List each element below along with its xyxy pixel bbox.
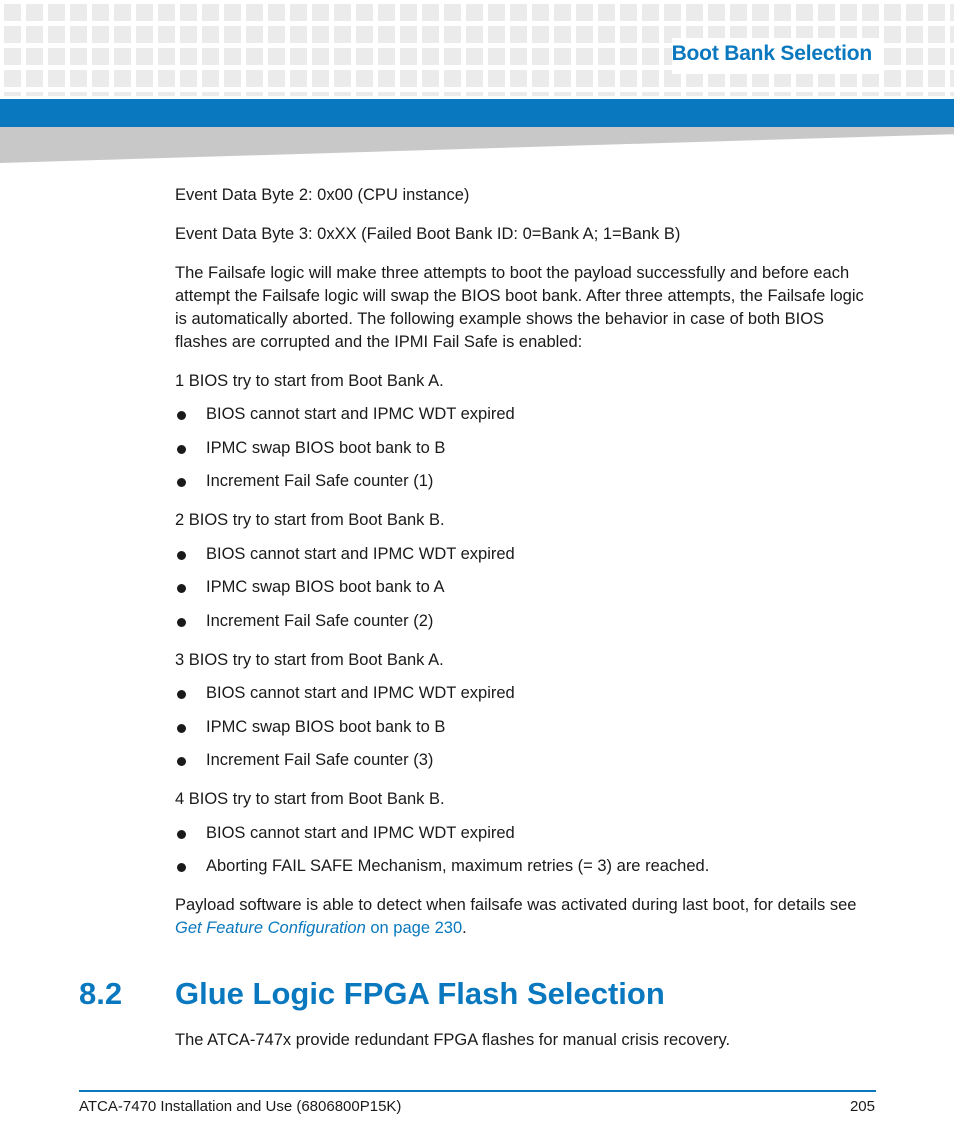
header-pattern-cell (48, 70, 65, 87)
header-pattern-cell (664, 4, 681, 21)
header-pattern-cell (422, 70, 439, 87)
header-pattern-cell (928, 26, 945, 43)
header-pattern-cell (620, 70, 637, 87)
header-pattern-cell (950, 26, 954, 43)
header-pattern-cell (774, 4, 791, 21)
header-pattern-cell (92, 26, 109, 43)
header-pattern-cell (554, 4, 571, 21)
header-pattern-cell (378, 70, 395, 87)
header-pattern-cell (906, 48, 923, 65)
header-pattern-cell (136, 4, 153, 21)
bullet-icon (177, 445, 186, 454)
header-pattern-cell (92, 92, 109, 96)
payload-line: Payload software is able to detect when failsafe was activated during last boot, for details see (175, 896, 857, 914)
header-pattern-cell (488, 48, 505, 65)
header-pattern-cell (312, 4, 329, 21)
header-pattern-cell (224, 4, 241, 21)
header-pattern-cell (950, 92, 954, 96)
header-pattern-cell (422, 92, 439, 96)
header-pattern-cell (906, 70, 923, 87)
header-pattern-cell (884, 92, 901, 96)
header-pattern-cell (48, 26, 65, 43)
list-item-text: IPMC swap BIOS boot bank to B (206, 439, 446, 457)
header-pattern-cell (378, 48, 395, 65)
header-pattern-cell (180, 4, 197, 21)
header-pattern-cell (400, 70, 417, 87)
header-pattern-cell (158, 70, 175, 87)
footer-page-number: 205 (849, 1098, 875, 1115)
header-pattern-cell (202, 26, 219, 43)
header-pattern-cell (818, 4, 835, 21)
header-pattern-cell (136, 70, 153, 87)
list-item-text: BIOS cannot start and IPMC WDT expired (206, 824, 515, 842)
header-pattern-cell (488, 70, 505, 87)
footer-doc-title: ATCA-7470 Installation and Use (6806800P15K) (79, 1098, 402, 1115)
section-number: 8.2 (79, 976, 123, 1011)
header-pattern-cell (532, 26, 549, 43)
header-pattern-cell (356, 92, 373, 96)
payload-reference (175, 917, 875, 940)
header-pattern-cell (290, 92, 307, 96)
header-pattern-cell (158, 26, 175, 43)
header-pattern-cell (48, 4, 65, 21)
header-pattern-cell (202, 92, 219, 96)
header-pattern-cell (4, 92, 21, 96)
bullet-icon (177, 724, 186, 733)
header-pattern-cell (444, 4, 461, 21)
header-pattern-cell (796, 4, 813, 21)
header-pattern-cell (730, 4, 747, 21)
header-pattern-cell (840, 4, 857, 21)
header-pattern-cell (554, 92, 571, 96)
header-pattern-cell (598, 4, 615, 21)
header-pattern-cell (532, 70, 549, 87)
header-pattern-cell (686, 4, 703, 21)
header-pattern-cell (884, 48, 901, 65)
header-pattern-cell (510, 4, 527, 21)
header-pattern-cell (4, 26, 21, 43)
header-pattern-cell (444, 70, 461, 87)
header-pattern-cell (312, 70, 329, 87)
header-pattern-cell (202, 4, 219, 21)
header-pattern-cell (114, 26, 131, 43)
header-pattern-cell (356, 70, 373, 87)
header-pattern-cell (928, 4, 945, 21)
header-pattern-cell (334, 48, 351, 65)
header-pattern-cell (180, 48, 197, 65)
section-intro: The ATCA-747x provide redundant FPGA flashes for manual crisis recovery. (175, 1031, 731, 1049)
step-heading: 2 BIOS try to start from Boot Bank B. (175, 511, 445, 529)
header-pattern-cell (730, 92, 747, 96)
header-pattern-cell (862, 4, 879, 21)
cross-reference-link[interactable]: Get Feature Configuration (175, 919, 366, 937)
list-item-text: Increment Fail Safe counter (2) (206, 612, 434, 630)
step-heading: 1 BIOS try to start from Boot Bank A. (175, 372, 444, 390)
header-pattern-cell (180, 70, 197, 87)
header-pattern-cell (48, 92, 65, 96)
failsafe-line: The Failsafe logic will make three attempts to boot the payload successfully and before each (175, 264, 850, 282)
header-pattern-cell (356, 4, 373, 21)
bullet-icon (177, 551, 186, 560)
list-item-text: Increment Fail Safe counter (3) (206, 751, 434, 769)
step-heading: 3 BIOS try to start from Boot Bank A. (175, 651, 444, 669)
header-pattern-cell (576, 70, 593, 87)
bullet-icon (177, 863, 186, 872)
header-pattern-cell (708, 4, 725, 21)
header-pattern-cell (290, 4, 307, 21)
header-pattern-cell (202, 70, 219, 87)
header-pattern-cell (70, 4, 87, 21)
header-pattern-cell (598, 26, 615, 43)
header-pattern-cell (26, 92, 43, 96)
header-pattern-cell (356, 48, 373, 65)
header-pattern-cell (532, 4, 549, 21)
header-pattern-cell (92, 70, 109, 87)
header-pattern-cell (818, 92, 835, 96)
header-pattern-cell (92, 4, 109, 21)
header-pattern-cell (246, 92, 263, 96)
header-pattern-cell (290, 48, 307, 65)
header-pattern-cell (4, 70, 21, 87)
header-pattern-cell (70, 48, 87, 65)
header-pattern-cell (488, 4, 505, 21)
header-pattern-cell (400, 92, 417, 96)
bullet-icon (177, 478, 186, 487)
header-pattern-cell (334, 26, 351, 43)
header-pattern-cell (312, 48, 329, 65)
header-pattern-cell (532, 48, 549, 65)
header-pattern-cell (268, 4, 285, 21)
header-pattern-cell (158, 4, 175, 21)
header-pattern-cell (158, 92, 175, 96)
header-pattern-cell (158, 48, 175, 65)
header-blue-band (0, 99, 954, 127)
header-pattern-cell (576, 48, 593, 65)
header-pattern-cell (444, 48, 461, 65)
header-pattern-cell (620, 26, 637, 43)
header-pattern-cell (598, 92, 615, 96)
header-pattern-cell (268, 92, 285, 96)
header-pattern-cell (180, 26, 197, 43)
list-item-text: Increment Fail Safe counter (1) (206, 472, 434, 490)
header-pattern-cell (928, 70, 945, 87)
list-item-text: BIOS cannot start and IPMC WDT expired (206, 684, 515, 702)
header-pattern-cell (422, 26, 439, 43)
event-byte-2: Event Data Byte 2: 0x00 (CPU instance) (175, 186, 470, 204)
header-pattern-cell (752, 4, 769, 21)
header-pattern-cell (224, 70, 241, 87)
header-pattern-cell (136, 26, 153, 43)
header-gray-wedge (0, 127, 954, 163)
header-pattern-cell (114, 4, 131, 21)
bullet-icon (177, 830, 186, 839)
header-pattern-cell (664, 92, 681, 96)
header-pattern-cell (246, 70, 263, 87)
header-pattern-cell (510, 48, 527, 65)
header-pattern-cell (950, 70, 954, 87)
header-pattern-cell (620, 4, 637, 21)
header-pattern-cell (290, 70, 307, 87)
header-pattern-cell (378, 92, 395, 96)
header-pattern-cell (554, 70, 571, 87)
header-pattern-cell (422, 48, 439, 65)
header-pattern-cell (598, 70, 615, 87)
header-pattern-cell (400, 48, 417, 65)
header-pattern-cell (378, 26, 395, 43)
sentence-period: . (462, 919, 467, 937)
header-pattern-cell (510, 26, 527, 43)
header-pattern-cell (312, 26, 329, 43)
header-pattern-cell (642, 92, 659, 96)
header-pattern-cell (444, 26, 461, 43)
header-pattern-cell (642, 48, 659, 65)
header-pattern-cell (554, 48, 571, 65)
header-pattern-cell (466, 26, 483, 43)
header-pattern-cell (290, 26, 307, 43)
header-pattern-cell (532, 92, 549, 96)
header-pattern-cell (224, 26, 241, 43)
header-pattern-cell (26, 70, 43, 87)
header-pattern-cell (906, 92, 923, 96)
header-pattern-cell (906, 4, 923, 21)
header-pattern-cell (268, 48, 285, 65)
header-pattern-cell (70, 26, 87, 43)
header-pattern-cell (928, 92, 945, 96)
page-reference-link[interactable]: on page 230 (365, 919, 463, 937)
header-pattern-cell (796, 92, 813, 96)
header-pattern-cell (510, 70, 527, 87)
header-pattern-cell (620, 92, 637, 96)
header-pattern-cell (642, 4, 659, 21)
header-pattern-cell (466, 48, 483, 65)
header-pattern-cell (48, 48, 65, 65)
header-pattern-cell (466, 4, 483, 21)
list-item-text: IPMC swap BIOS boot bank to B (206, 718, 446, 736)
header-pattern-cell (950, 48, 954, 65)
header-pattern-cell (774, 92, 791, 96)
footer-divider (79, 1090, 876, 1092)
list-item-text: BIOS cannot start and IPMC WDT expired (206, 405, 515, 423)
header-pattern-cell (26, 4, 43, 21)
header-pattern-cell (422, 4, 439, 21)
header-pattern-cell (4, 48, 21, 65)
header-pattern-cell (70, 92, 87, 96)
header-pattern-cell (70, 70, 87, 87)
header-pattern-cell (950, 4, 954, 21)
header-pattern-cell (752, 92, 769, 96)
header-pattern-cell (334, 70, 351, 87)
bullet-icon (177, 690, 186, 699)
list-item-text: BIOS cannot start and IPMC WDT expired (206, 545, 515, 563)
header-pattern-cell (488, 26, 505, 43)
header-pattern-cell (246, 4, 263, 21)
header-pattern-cell (114, 92, 131, 96)
header-pattern-cell (356, 26, 373, 43)
header-pattern-cell (554, 26, 571, 43)
header-pattern-cell (466, 70, 483, 87)
bullet-icon (177, 584, 186, 593)
header-pattern-cell (26, 48, 43, 65)
header-pattern-cell (400, 4, 417, 21)
header-pattern-cell (136, 48, 153, 65)
header-pattern-cell (246, 48, 263, 65)
header-pattern-cell (312, 92, 329, 96)
header-pattern-cell (840, 92, 857, 96)
header-pattern-cell (114, 48, 131, 65)
header-pattern-cell (26, 26, 43, 43)
header-pattern-cell (928, 48, 945, 65)
header-pattern-cell (224, 92, 241, 96)
event-byte-3: Event Data Byte 3: 0xXX (Failed Boot Bank ID: 0=Bank A; 1=Bank B) (175, 225, 681, 243)
header-pattern-cell (334, 4, 351, 21)
header-pattern-cell (400, 26, 417, 43)
failsafe-line: flashes are corrupted and the IPMI Fail Safe is enabled: (175, 333, 583, 351)
list-item-text: Aborting FAIL SAFE Mechanism, maximum retries (= 3) are reached. (206, 857, 710, 875)
header-pattern-cell (444, 92, 461, 96)
header-pattern-cell (114, 70, 131, 87)
list-item-text: IPMC swap BIOS boot bank to A (206, 578, 445, 596)
header-pattern-cell (246, 26, 263, 43)
bullet-icon (177, 618, 186, 627)
header-pattern-cell (884, 4, 901, 21)
header-pattern-cell (576, 26, 593, 43)
header-pattern-cell (884, 70, 901, 87)
header-pattern-cell (686, 92, 703, 96)
header-pattern-cell (576, 92, 593, 96)
header-pattern-cell (598, 48, 615, 65)
header-pattern-cell (378, 4, 395, 21)
header-pattern-cell (576, 4, 593, 21)
header-pattern-cell (510, 92, 527, 96)
header-pattern-cell (642, 70, 659, 87)
failsafe-line: attempt the Failsafe logic will swap the BIOS boot bank. After three attempts, the Failsafe logic (175, 287, 864, 305)
header-pattern-cell (268, 70, 285, 87)
header-pattern-cell (4, 4, 21, 21)
bullet-icon (177, 411, 186, 420)
header-pattern-cell (224, 48, 241, 65)
header-pattern-cell (180, 92, 197, 96)
header-pattern-cell (708, 92, 725, 96)
section-title: Glue Logic FPGA Flash Selection (175, 976, 665, 1011)
header-pattern-cell (92, 48, 109, 65)
header-pattern-cell (906, 26, 923, 43)
header-pattern-cell (488, 92, 505, 96)
header-pattern-cell (334, 92, 351, 96)
header-pattern-cell (862, 92, 879, 96)
failsafe-line: is automatically aborted. The following example shows the behavior in case of both BIOS (175, 310, 825, 328)
bullet-icon (177, 757, 186, 766)
header-pattern-cell (136, 92, 153, 96)
running-header-title: Boot Bank Selection (671, 42, 872, 65)
header-pattern-cell (884, 26, 901, 43)
header-pattern-cell (202, 48, 219, 65)
step-heading: 4 BIOS try to start from Boot Bank B. (175, 790, 445, 808)
header-pattern-cell (268, 26, 285, 43)
header-pattern-cell (620, 48, 637, 65)
header-pattern-cell (642, 26, 659, 43)
header-pattern-cell (466, 92, 483, 96)
